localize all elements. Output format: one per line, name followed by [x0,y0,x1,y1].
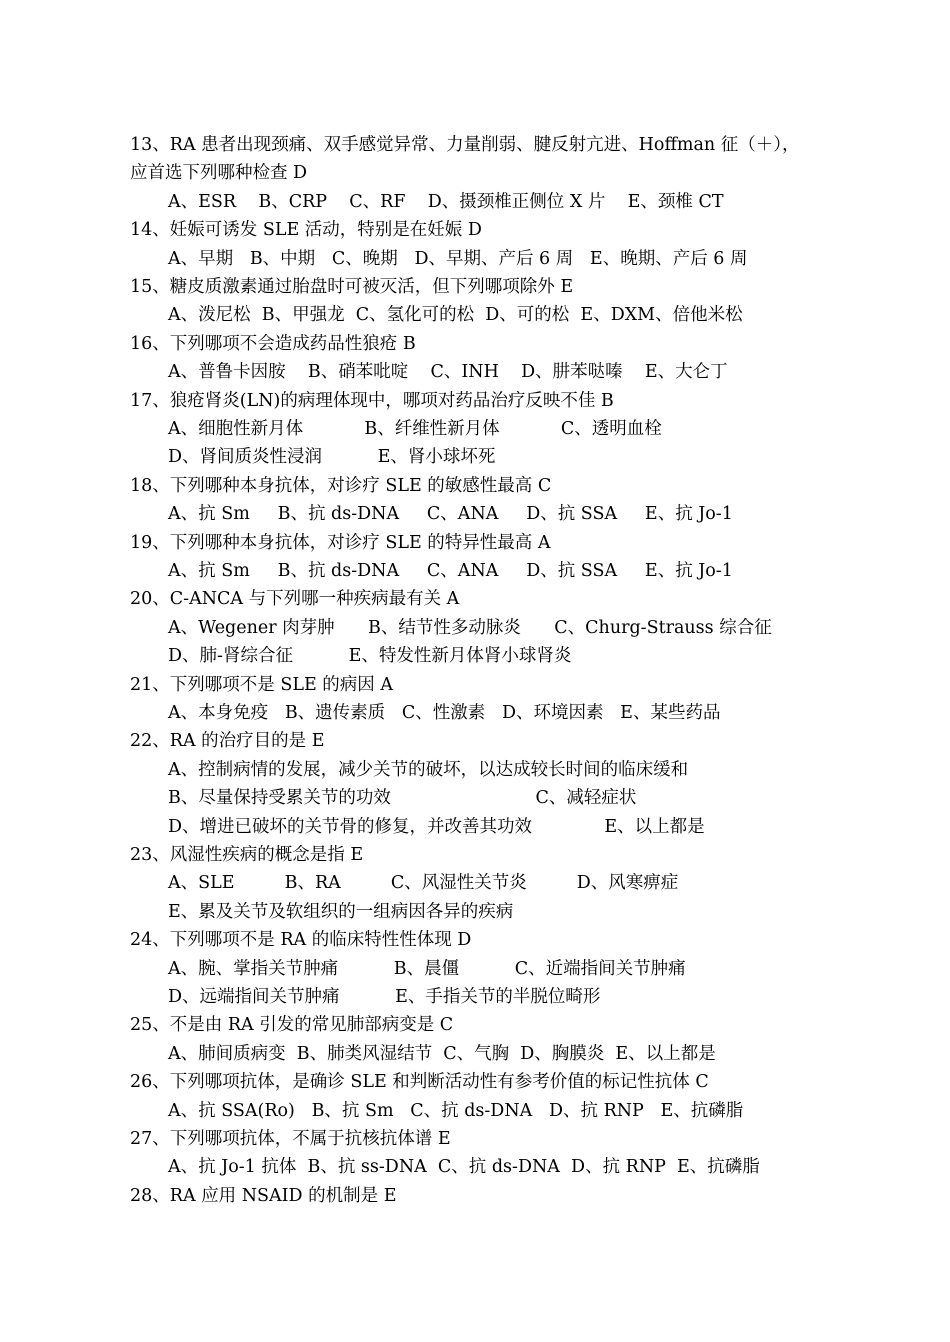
option-line: D、远端指间关节肿痛 E、手指关节的半脱位畸形 [168,987,601,1007]
question-line: 23、风湿性疾病的概念是指 E [130,845,364,865]
option-line: A、Wegener 肉芽肿 B、结节性多动脉炎 C、Churg-Strauss 综合征 [168,617,772,638]
option-line: A、抗 Sm B、抗 ds-DNA C、ANA D、抗 SSA E、抗 Jo-1 [168,504,733,525]
option-line: B、尽量保持受累关节的功效 C、减轻症状 [168,788,637,809]
question-line: 26、下列哪项抗体，是确诊 SLE 和判断活动性有参考价值的标记性抗体 C [130,1072,709,1093]
option-line: A、腕、掌指关节肿痛 B、晨僵 C、近端指间关节肿痛 [168,958,686,979]
option-line: A、ESR B、CRP C、RF D、摄颈椎正侧位 X 片 E、颈椎 CT [168,191,724,212]
question-line: 21、下列哪项不是 SLE 的病因 A [130,674,393,695]
option-line: A、抗 SSA(Ro) B、抗 Sm C、抗 ds-DNA D、抗 RNP E、抗磷脂 [168,1100,744,1121]
question-line: 28、RA 应用 NSAID 的机制是 E [130,1185,397,1206]
question-line: 应首选下列哪种检查 D [130,163,308,184]
question-line: 22、RA 的治疗目的是 E [130,731,325,752]
option-line: A、抗 Jo-1 抗体 B、抗 ss-DNA C、抗 ds-DNA D、抗 RNP E、抗磷脂 [168,1157,760,1178]
question-line: 16、下列哪项不会造成药品性狼疮 B [130,333,416,354]
option-line: A、早期 B、中期 C、晚期 D、早期、产后 6 周 E、晚期、产后 6 周 [168,248,748,269]
question-line: 13、RA 患者出现颈痛、双手感觉异常、力量削弱、腱反射亢进、Hoffman 征（＋）， [130,135,800,155]
option-line: A、控制病情的发展，减少关节的破坏，以达成较长时间的临床缓和 [168,759,689,780]
question-line: 27、下列哪项抗体，不属于抗核抗体谱 E [130,1129,451,1149]
option-line: E、累及关节及软组织的一组病因各异的疾病 [168,901,514,922]
question-line: 15、糖皮质激素通过胎盘时可被灭活，但下列哪项除外 E [130,277,574,297]
question-line: 18、下列哪种本身抗体，对诊疗 SLE 的敏感性最高 C [130,475,552,496]
question-line: 19、下列哪种本身抗体，对诊疗 SLE 的特异性最高 A [130,532,551,553]
option-line: A、普鲁卡因胺 B、硝苯吡啶 C、INH D、肼苯哒嗪 E、大仑丁 [168,362,728,383]
option-line: D、肺-肾综合征 E、特发性新月体肾小球肾炎 [168,646,572,667]
option-line: D、增进已破坏的关节骨的修复，并改善其功效 E、以上都是 [168,816,705,837]
option-line: A、抗 Sm B、抗 ds-DNA C、ANA D、抗 SSA E、抗 Jo-1 [168,561,733,581]
question-line: 17、狼疮肾炎(LN)的病理体现中，哪项对药品治疗反映不佳 B [130,390,614,411]
question-line: 14、妊娠可诱发 SLE 活动，特别是在妊娠 D [130,220,482,241]
question-line: 20、C-ANCA 与下列哪一种疾病最有关 A [130,589,460,610]
question-line: 24、下列哪项不是 RA 的临床特性性体现 D [130,930,472,951]
option-line: A、本身免疫 B、遗传素质 C、性激素 D、环境因素 E、某些药品 [168,703,721,723]
option-line: A、SLE B、RA C、风湿性关节炎 D、风寒痹症 [168,873,679,894]
option-line: A、泼尼松 B、甲强龙 C、氢化可的松 D、可的松 E、DXM、倍他米松 [168,305,743,326]
option-line: A、细胞性新月体 B、纤维性新月体 C、透明血栓 [168,419,662,439]
option-line: A、肺间质病变 B、肺类风湿结节 C、气胸 D、胸膜炎 E、以上都是 [168,1043,716,1064]
option-line: D、肾间质炎性浸润 E、肾小球坏死 [168,447,496,468]
question-line: 25、不是由 RA 引发的常见肺部病变是 C [130,1015,454,1036]
